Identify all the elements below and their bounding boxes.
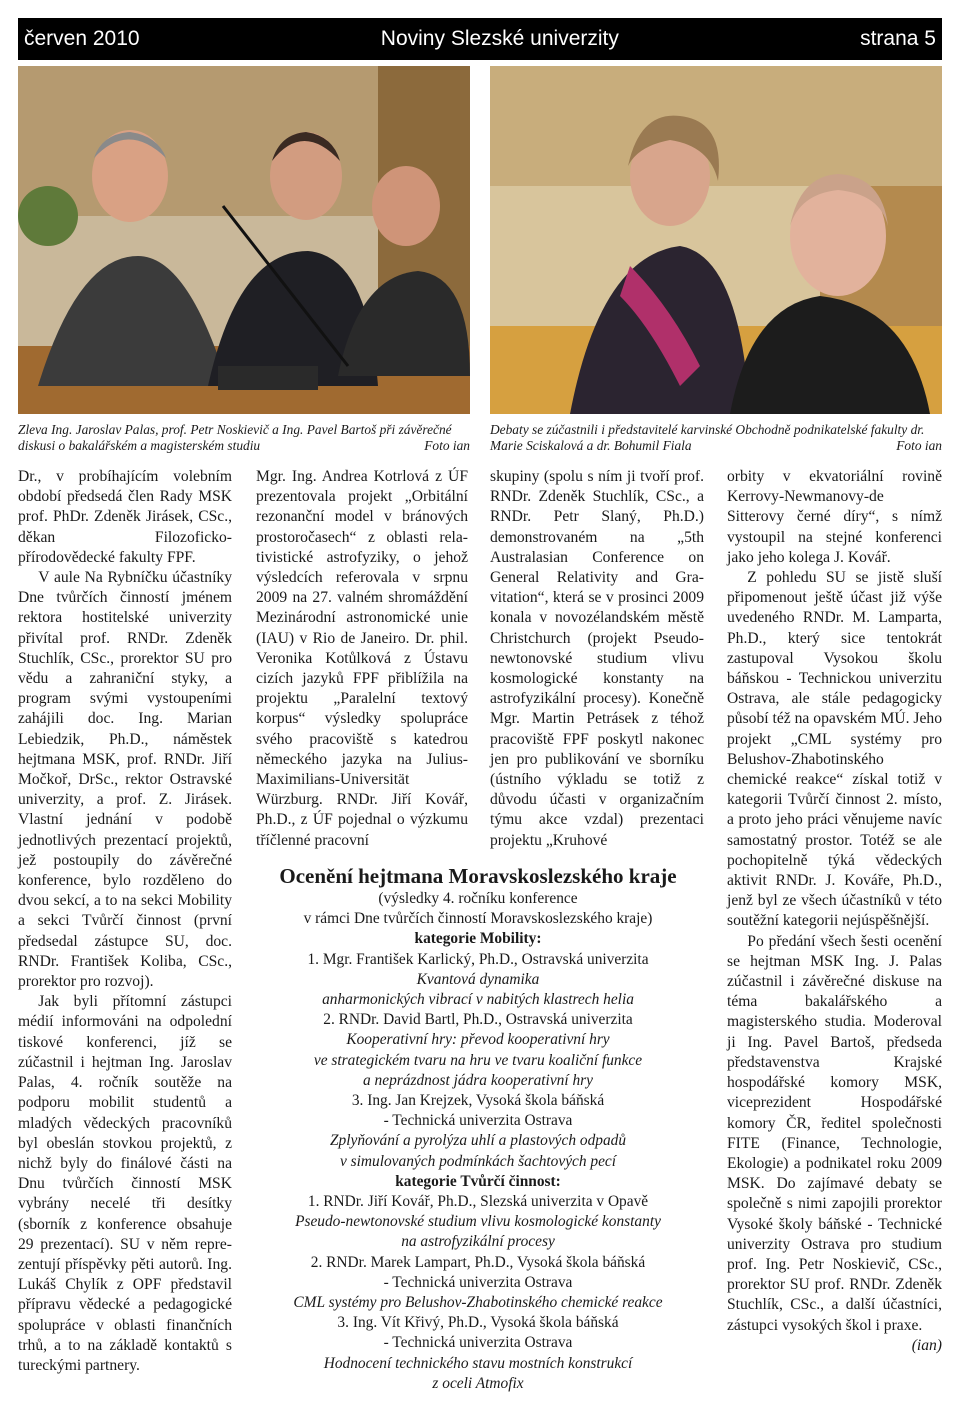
award-winner: - Technická univerzita Ostrava [383,1334,573,1352]
award-project-title: Kooperativní hry: převod kooperativní hry [346,1031,610,1049]
award-project-title: anharmonických vibrací v nabitých klastrech helia [322,991,634,1009]
awards-title: Ocenění hejtmana Moravskoslezského kraje [279,864,677,888]
paragraph: skupiny (spolu s ním ji tvoří prof. RNDr. Zdeněk Stuchlík, CSc., a RNDr. Petr Slaný, Ph.D.) demonstrovaném na „5th Australasian Conference on General Relativity and Gravitation“, která se v prosinci 2009 konala v novozélandském městě Christchurch (projekt Pseudo-newtonovské studium vlivu kosmologické konstanty na astrofyzikální procesy). Konečně Mgr. Martin Petrásek z téhož pracoviště FPF poskytl nakonec jen pro publikování ve sborníku (ústního výkladu se totiž z důvodu účasti v organizačním týmu akce vzdal) prezentaci projektu „Kruhové [490,468,704,849]
award-project-title: na astrofyzikální procesy [401,1233,555,1251]
paragraph: Jak byli přítomní zástupci médií informováni na odpolední tiskové konferenci, jíž se zúčastnil i hejtman Ing. Jaroslav Palas, 4. ročník soutěže na podporu mobilit studentů a mladých vědeckých pracovníků byl obeslán stovkou projektů, z nichž byly do finálové části na Dnu tvůrčích činností MSK vybrány necelé tři desítky (sborník z konference obsahuje 29 prezentací). SU v něm reprezentují příspěvky pěti autorů. Ing. Lukáš Chylík z OPF představil přípravu vědecké a pedagogické spolupráce v oblasti finančních trhů, a to na základě kontaktů s tureckými partnery. [18,993,232,1374]
award-winner: - Technická univerzita Ostrava [383,1273,573,1291]
award-project-title: v simulovaných podmínkách šachtových pecí [339,1152,617,1170]
award-winner: 2. RNDr. Marek Lampart, Ph.D., Vysoká škola báňská [310,1253,646,1271]
award-project-title: z oceli Atmofix [432,1374,524,1392]
caption-text: Zleva Ing. Jaroslav Palas, prof. Petr Noskievič a Ing. Pavel Bartoš při závěrečné diskusi o bakalářském a magisterském studiu [18,422,452,453]
article-column-1 [18,467,232,1376]
award-winner: 2. RNDr. David Bartl, Ph.D., Ostravská univerzita [323,1011,633,1029]
paragraph [727,932,942,1354]
award-winner: 1. RNDr. Jiří Kovář, Ph.D., Slezská univerzita v Opavě [307,1193,649,1211]
paragraph: orbity v ekvatoriální rovině Kerrovy-Newmanovy-de Sitterovy černé díry“, s nímž vystoupil na stejné konferenci jako jeho kolega J. Kovář. [727,468,942,566]
photo-credit: Foto ian [896,438,942,453]
award-project-title: a neprázdnost jádra kooperativní hry [363,1071,593,1089]
award-winner: 1. Mgr. František Karlický, Ph.D., Ostravská univerzita [307,950,649,968]
newspaper-title: Noviny Slezské univerzity [380,27,619,50]
award-project-title: CML systémy pro Belushov-Zhabotinského chemické reakce [293,1294,663,1312]
paragraph: Dr., v probíhajícím volebním období předsedá člen Rady MSK prof. PhDr. Zdeněk Jirásek, CSc., děkan Filozoficko-přírodovědecké fakulty FPF. [18,468,232,566]
awards-subtitle: (výsledky 4. ročníku konference [378,890,578,907]
awards-box [258,858,698,1403]
award-project-title: Hodnocení technického stavu mostních konstrukcí [323,1354,633,1372]
caption-text: Debaty se zúčastnili i představitelé karvinské Obchodně podnikatelské fakulty dr. Marie Sciskalová a dr. Bohumil Fiala [490,422,925,453]
issue-date: červen 2010 [24,27,140,50]
paragraph: Mgr. Ing. Andrea Kotrlová z ÚF prezentovala projekt „Orbitální rezonanční model v bránových prostoročasech“ z oblasti relativistické astrofyziky, o jehož výsledcích referovala v srpnu 2009 na 27. valném shromáždění Mezinárodní astronomické unie (IAU) v Rio de Janeiro. Dr. phil. Veronika Kotůlková z Ústavu cizích jazyků FPF přiblížila na projektu „Paralelní textový korpus“ výsledky spolupráce svého pracoviště s katedrou německého jazyka na Julius-Maximilians-Universität Würzburg. RNDr. Jiří Kovář, Ph.D., z ÚF pojednal o výzkumu tříčlenné pracovní [256,468,468,849]
photo-left-caption [18,422,470,454]
photo-right-caption [490,422,942,454]
category-heading: kategorie Mobility: [414,930,542,948]
award-winner: 3. Ing. Vít Křivý, Ph.D., Vysoká škola báňská [337,1314,619,1332]
paragraph: Z pohledu SU se jistě sluší připomenout ještě účast již výše uvedeného RNDr. M. Lamparta, Ph.D., který sice tentokrát zastupoval Vysokou školu báňskou - Technickou univerzitu Ostrava, ale stále pedagogicky působí též na opavském MÚ. Jeho projekt „CML systémy pro Belushov-Zhabotinského chemické reakce“ získal totiž v kategorii Tvůrčí činnost 2. místo, a proto jeho práci věnujeme navíc samostatný prostor. Totéž se ale pochopitelně týká vědeckých aktivit RNDr. J. Kováře, Ph.D., jenž byl ze všech účastníků v této soutěžní kategorii nejúspěšnější. [727,569,942,930]
paragraph-text: Po předání všech šesti ocenění se hejtman MSK Ing. J. Palas zúčastnil i závěrečné diskuse na téma bakalářského a magisterského studia. Moderoval ji Ing. Pavel Bartoš, předseda představenstva Krajské hospodářské komory MSK, viceprezident Hospodářské komory ČR, ředitel společnosti FITE (Finance, Technologie, Ekologie) a podnikatel roku 2009 MSK. Do zajímavé debaty se společně s nimi zapojili prorektor Vysoké školy báňské - Technické univerzity Ostrava pro studium prof. Ing. Petr Noskievič, CSc., prorektor SU prof. RNDr. Zdeněk Stuchlík, CSc., a další účastníci, zástupci vysokých škol i praxe. [727,932,942,1334]
award-winner: - Technická univerzita Ostrava [383,1112,573,1130]
author-signature: (ian) [911,1336,942,1354]
article-column-3 [490,467,704,851]
photo-panel-discussion [18,66,470,414]
paragraph: V aule Na Rybníčku účastníky Dne tvůrčích činností jménem rektora hostitelské univerzity přivítal prof. RNDr. Zdeněk Stuchlík, CSc., prorektor SU pro vědu a zahraniční styky, a program svými vystoupeními zahájili doc. Ing. Marian Lebiedzik, Ph.D., náměstek hejtmana MSK, prof. RNDr. Jiří Močkoř, DrSc., rektor Ostravské univerzity, a prof. Z. Jirásek. Vlastní jednání v podobě jednotlivých prezentací projektů, jež postoupily do závěrečné konference, bylo rozděleno do dvou sekcí, a to na sekci Mobility a sekci Tvůrčí činnost (první předsedal zástupce SU, doc. RNDr. František Koliba, CSc., prorektor pro rozvoj). [18,569,232,991]
awards-subtitle: v rámci Dne tvůrčích činností Moravskoslezského kraje) [303,910,653,928]
award-project-title: Kvantová dynamika [416,970,540,988]
article-column-4 [727,467,942,1356]
award-project-title: Zplyňování a pyrolýza uhlí a plastových odpadů [329,1132,627,1150]
award-project-title: Pseudo-newtonovské studium vlivu kosmologické konstanty [295,1213,661,1231]
photo-debate-participants [490,66,942,414]
category-heading: kategorie Tvůrčí činnost: [395,1172,561,1190]
award-project-title: ve strategickém tvaru na hru ve tvaru koaliční funkce [313,1051,643,1069]
page-number: strana 5 [860,27,936,50]
page-header [18,18,942,60]
award-winner: 3. Ing. Jan Krejzek, Vysoká škola báňská [351,1092,605,1110]
article-column-2 [256,467,468,851]
photo-credit: Foto ian [424,438,470,453]
